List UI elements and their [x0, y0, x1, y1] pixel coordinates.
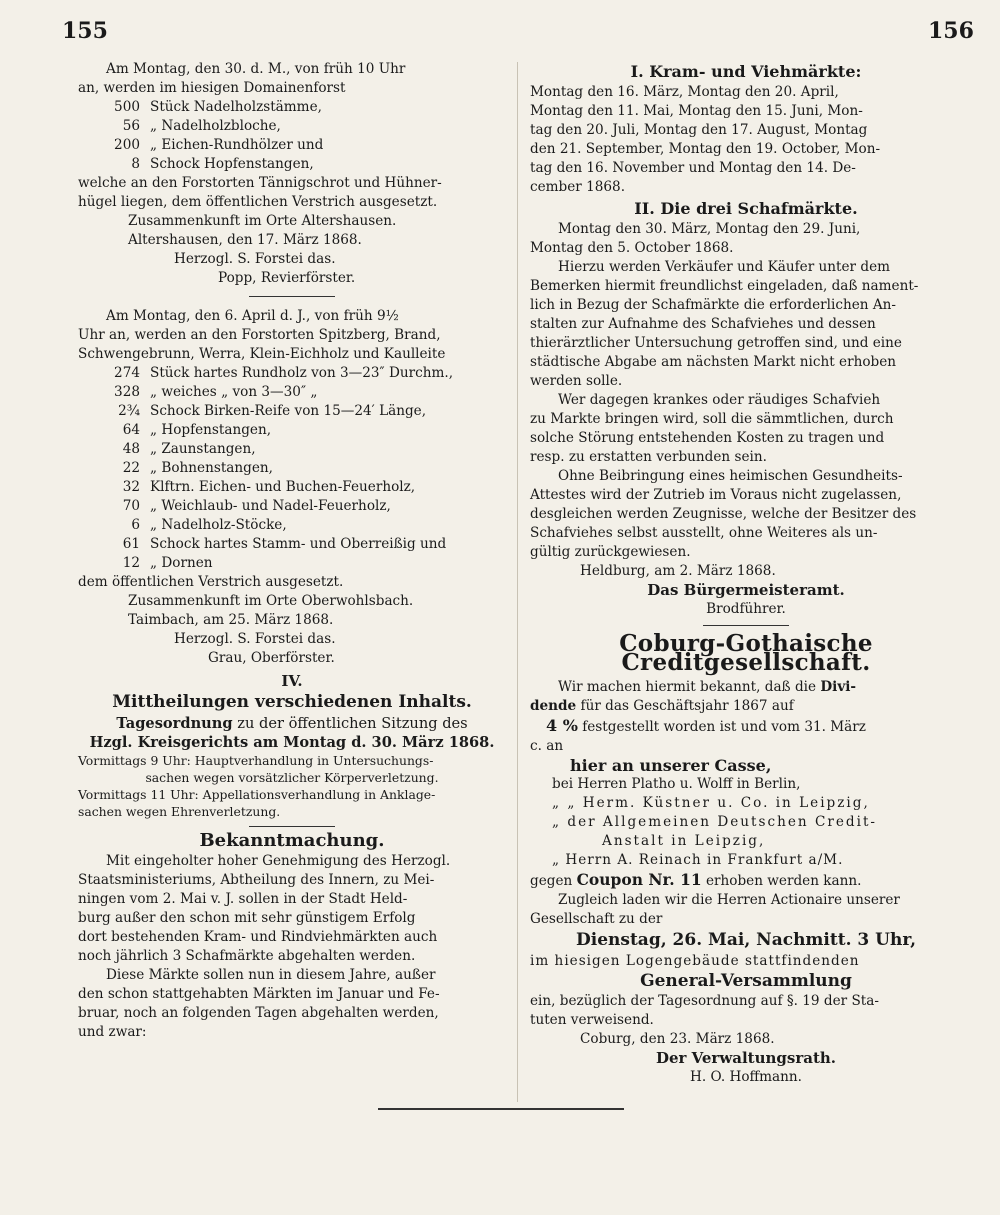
list-item: [78, 364, 506, 383]
item-quantity: 61: [122, 536, 140, 552]
meeting-datetime: Dienstag, 26. Mai, Nachmitt. 3 Uhr,: [576, 930, 916, 950]
item-quantity: 200: [114, 137, 140, 153]
text-run: für das Geschäftsjahr 1867 auf: [580, 698, 794, 714]
timber-auction-notice-2: [78, 307, 506, 668]
item-quantity: 22: [122, 460, 140, 476]
text-line: Wer dagegen krankes oder räudiges Schafvieh: [558, 392, 881, 408]
text-line: bruar, noch an folgenden Tagen abgehalten werden,: [78, 1005, 439, 1021]
text-line: Montag den 11. Mai, Montag den 15. Juni, Mon-: [530, 103, 863, 119]
notice-text: [530, 870, 962, 891]
signature: Popp, Revierförster.: [218, 270, 356, 286]
item-description: „ Zaunstangen,: [150, 441, 256, 457]
text-line: solche Störung entstehenden Kosten zu tragen und: [530, 430, 885, 446]
market-dates: [530, 62, 962, 619]
payment-agent: „ „ Herm. Küstner u. Co. in Leipzig,: [552, 795, 870, 811]
item-quantity: 56: [122, 118, 140, 134]
list-item: [78, 459, 506, 478]
section-numeral: IV.: [281, 672, 303, 690]
text-line: Montag den 16. März, Montag den 20. April,: [530, 84, 839, 100]
divider: [249, 826, 335, 827]
list-item: [78, 535, 506, 554]
market-paragraph: [530, 467, 962, 562]
text-line: Bemerken hiermit freundlichst eingeladen, daß nament-: [530, 278, 919, 294]
notice-text: Am Montag, den 30. d. M., von früh 10 Uhr: [106, 61, 406, 77]
item-description: Schock hartes Stamm- und Oberreißig und: [150, 536, 447, 552]
place-date: Heldburg, am 2. März 1868.: [580, 563, 776, 579]
payment-agent: Anstalt in Leipzig,: [602, 833, 766, 849]
meeting-place: Zusammenkunft im Orte Oberwohlsbach.: [128, 593, 414, 609]
column-divider: [517, 62, 518, 1102]
notice-text: Schwengebrunn, Werra, Klein-Eichholz und Kaulleite: [78, 346, 446, 362]
text-line: ningen vom 2. Mai v. J. sollen in der Stadt Held-: [78, 891, 408, 907]
sheep-markets-title: II. Die drei Schafmärkte.: [634, 199, 858, 218]
announcement-title: Bekanntmachung.: [199, 830, 385, 851]
text-line: dort bestehenden Kram- und Rindviehmärkten auch: [78, 929, 438, 945]
text-line: Staatsministeriums, Abtheilung des Innern, zu Mei-: [78, 872, 435, 888]
item-quantity: 2¾: [118, 403, 140, 419]
item-quantity: 32: [122, 479, 140, 495]
agenda-title-bold: Tagesordnung: [116, 715, 233, 732]
item-description: „ Dornen: [150, 555, 213, 571]
payment-agent: „ Herrn A. Reinach in Frankfurt a/M.: [552, 852, 844, 868]
item-quantity: 70: [122, 498, 140, 514]
right-column: [530, 60, 962, 1087]
text-line: den 21. September, Montag den 19. October, Mon-: [530, 141, 881, 157]
list-item: [78, 155, 506, 174]
item-description: „ Weichlaub- und Nadel-Feuerholz,: [150, 498, 391, 514]
page-number-right: 156: [928, 18, 974, 44]
item-description: Stück hartes Rundholz von 3—23″ Durchm.,: [150, 365, 454, 381]
notice-text: Uhr an, werden an den Forstorten Spitzberg, Brand,: [78, 327, 441, 343]
item-description: Stück Nadelholzstämme,: [150, 99, 322, 115]
text-line: tag den 20. Juli, Montag den 17. August, Montag: [530, 122, 868, 138]
court-agenda: [78, 714, 506, 820]
notice-text: welche an den Forstorten Tännigschrot und Hühner-: [78, 175, 442, 191]
issuing-office: Das Bürgermeisteramt.: [647, 581, 845, 599]
general-meeting-title: General-Versammlung: [640, 971, 852, 991]
list-item: [78, 516, 506, 535]
list-item: [78, 383, 506, 402]
signature: Brodführer.: [706, 601, 786, 617]
notice-text: im hiesigen Logengebäude stattfindenden: [530, 953, 860, 969]
list-item: [78, 117, 506, 136]
text-run: gegen: [530, 873, 573, 889]
market-announcement: [78, 831, 506, 1042]
agenda-item: sachen wegen Ehrenverletzung.: [78, 804, 281, 819]
list-item: [78, 136, 506, 155]
notice-text: Am Montag, den 6. April d. J., von früh 9½: [106, 308, 399, 324]
notice-paragraph: [530, 992, 962, 1030]
payment-agent: bei Herren Platho u. Wolff in Berlin,: [552, 776, 801, 792]
text-line: resp. zu erstatten verbunden sein.: [530, 449, 767, 465]
coupon-number: Coupon Nr. 11: [576, 870, 702, 889]
text-line: Zugleich laden wir die Herren Actionaire unserer: [558, 892, 900, 908]
agenda-title-rest: zu der öffentlichen Sitzung des: [237, 715, 468, 732]
agenda-item: sachen wegen vorsätzlicher Körperverletzung.: [145, 770, 439, 785]
notice-text: dem öffentlichen Verstrich ausgesetzt.: [78, 574, 344, 590]
text-line: thierärztlicher Untersuchung getroffen sind, und eine: [530, 335, 902, 351]
divider: [703, 625, 789, 626]
item-description: „ Nadelholzbloche,: [150, 118, 281, 134]
item-description: „ Bohnenstangen,: [150, 460, 273, 476]
item-description: Schock Hopfenstangen,: [150, 156, 314, 172]
list-item: [78, 98, 506, 117]
list-item: [78, 497, 506, 516]
item-quantity: 6: [131, 517, 140, 533]
notice-paragraph: [530, 891, 962, 929]
text-line: lich in Bezug der Schafmärkte die erforderlichen An-: [530, 297, 896, 313]
agenda-item: Vormittags 11 Uhr: Appellationsverhandlung in Anklage-: [78, 787, 436, 802]
item-description: „ Nadelholz-Stöcke,: [150, 517, 287, 533]
list-item: [78, 421, 506, 440]
list-item: [78, 440, 506, 459]
text-line: stalten zur Aufnahme des Schafviehes und dessen: [530, 316, 876, 332]
item-quantity: 328: [114, 384, 140, 400]
notice-text: hügel liegen, dem öffentlichen Verstrich ausgesetzt.: [78, 194, 438, 210]
signature: Grau, Oberförster.: [208, 650, 335, 666]
text-line: Hierzu werden Verkäufer und Käufer unter dem: [558, 259, 891, 275]
item-quantity: 48: [122, 441, 140, 457]
item-description: „ Hopfenstangen,: [150, 422, 272, 438]
list-item: [78, 554, 506, 573]
text-line: desgleichen werden Zeugnisse, welche der Besitzer des: [530, 506, 917, 522]
text-line: Mit eingeholter hoher Genehmigung des Herzogl.: [106, 853, 451, 869]
page-number-left: 155: [62, 18, 108, 44]
text-line: burg außer den schon mit sehr günstigem Erfolg: [78, 910, 416, 926]
text-line: werden solle.: [530, 373, 623, 389]
timber-auction-notice-1: [78, 60, 506, 288]
agenda-title: [78, 714, 506, 733]
item-quantity: 500: [114, 99, 140, 115]
text-line: den schon stattgehabten Märkten im Januar und Fe-: [78, 986, 440, 1002]
agenda-item: Vormittags 9 Uhr: Hauptverhandlung in Untersuchungs-: [78, 753, 434, 768]
credit-company-notice: [530, 630, 962, 1087]
list-item: [78, 478, 506, 497]
item-quantity: 12: [122, 555, 140, 571]
item-description: „ Eichen-Rundhölzer und: [150, 137, 324, 153]
list-item: [78, 402, 506, 421]
text-line: und zwar:: [78, 1024, 147, 1040]
item-description: Klftrn. Eichen- und Buchen-Feuerholz,: [150, 479, 416, 495]
notice-text: an, werden im hiesigen Domainenforst: [78, 80, 346, 96]
markets-title: I. Kram- und Viehmärkte:: [630, 62, 862, 81]
item-quantity: 8: [131, 156, 140, 172]
item-quantity: 64: [122, 422, 140, 438]
text-line: tuten verweisend.: [530, 1012, 654, 1028]
text-line: Montag den 30. März, Montag den 29. Juni,: [558, 221, 861, 237]
text-line: Schafviehes selbst ausstellt, ohne Weiteres als un-: [530, 525, 878, 541]
text-run-bold: Divi-: [820, 679, 857, 695]
text-line: gültig zurückgewiesen.: [530, 544, 691, 560]
dividend-percent: 4 %: [546, 716, 578, 735]
item-list: [78, 364, 506, 573]
payment-place: hier an unserer Casse,: [570, 756, 772, 775]
text-run-bold: dende: [530, 698, 577, 714]
place-date: Coburg, den 23. März 1868.: [580, 1031, 775, 1047]
issuing-office: Herzogl. S. Forstei das.: [174, 631, 336, 647]
board-name: Der Verwaltungsrath.: [655, 1049, 837, 1067]
text-line: ein, bezüglich der Tagesordnung auf §. 19 der Sta-: [530, 993, 879, 1009]
announcement-paragraph: [78, 852, 506, 966]
text-run: erhoben werden kann.: [705, 873, 862, 889]
item-description: „ weiches „ von 3—30″ „: [150, 384, 318, 400]
text-run: Wir machen hiermit bekannt, daß die: [558, 679, 817, 695]
notice-text: c. an: [530, 738, 564, 754]
text-line: Montag den 5. October 1868.: [530, 240, 734, 256]
left-column: [78, 60, 506, 1042]
text-line: Attestes wird der Zutrieb im Voraus nicht zugelassen,: [530, 487, 902, 503]
sheep-market-dates: [530, 220, 962, 258]
text-line: Gesellschaft zu der: [530, 911, 663, 927]
notice-text: [530, 716, 962, 737]
text-run: festgestellt worden ist und vom 31. März: [582, 719, 866, 735]
text-line: noch jährlich 3 Schafmärkte abgehalten werden.: [78, 948, 416, 964]
issuing-office: Herzogl. S. Forstei das.: [174, 251, 336, 267]
meeting-place: Zusammenkunft im Orte Altershausen.: [128, 213, 397, 229]
text-line: cember 1868.: [530, 179, 626, 195]
signature: H. O. Hoffmann.: [689, 1069, 802, 1085]
item-list: [78, 98, 506, 174]
market-dates-text: [530, 83, 962, 197]
text-line: Diese Märkte sollen nun in diesem Jahre, außer: [106, 967, 436, 983]
announcement-paragraph: [78, 966, 506, 1042]
item-description: Schock Birken-Reife von 15—24′ Länge,: [150, 403, 427, 419]
end-rule: [378, 1108, 624, 1110]
item-quantity: 274: [114, 365, 140, 381]
notice-text: [530, 678, 962, 697]
divider: [249, 296, 335, 297]
text-line: zu Markte bringen wird, soll die sämmtlichen, durch: [530, 411, 894, 427]
text-line: Ohne Beibringung eines heimischen Gesundheits-: [558, 468, 903, 484]
notice-text: [530, 697, 962, 716]
text-line: städtische Abgabe am nächsten Markt nicht erhoben: [530, 354, 897, 370]
market-paragraph: [530, 258, 962, 391]
place-date: Taimbach, am 25. März 1868.: [128, 612, 334, 628]
payment-agent: „ der Allgemeinen Deutschen Credit-: [552, 814, 878, 830]
market-paragraph: [530, 391, 962, 467]
place-date: Altershausen, den 17. März 1868.: [128, 232, 362, 248]
text-line: tag den 16. November und Montag den 14. De-: [530, 160, 856, 176]
agenda-subtitle: Hzgl. Kreisgerichts am Montag d. 30. März 1868.: [89, 734, 495, 751]
section-title: Mittheilungen verschiedenen Inhalts.: [112, 692, 472, 712]
company-title: Coburg-Gothaische Creditgesellschaft.: [619, 630, 873, 676]
